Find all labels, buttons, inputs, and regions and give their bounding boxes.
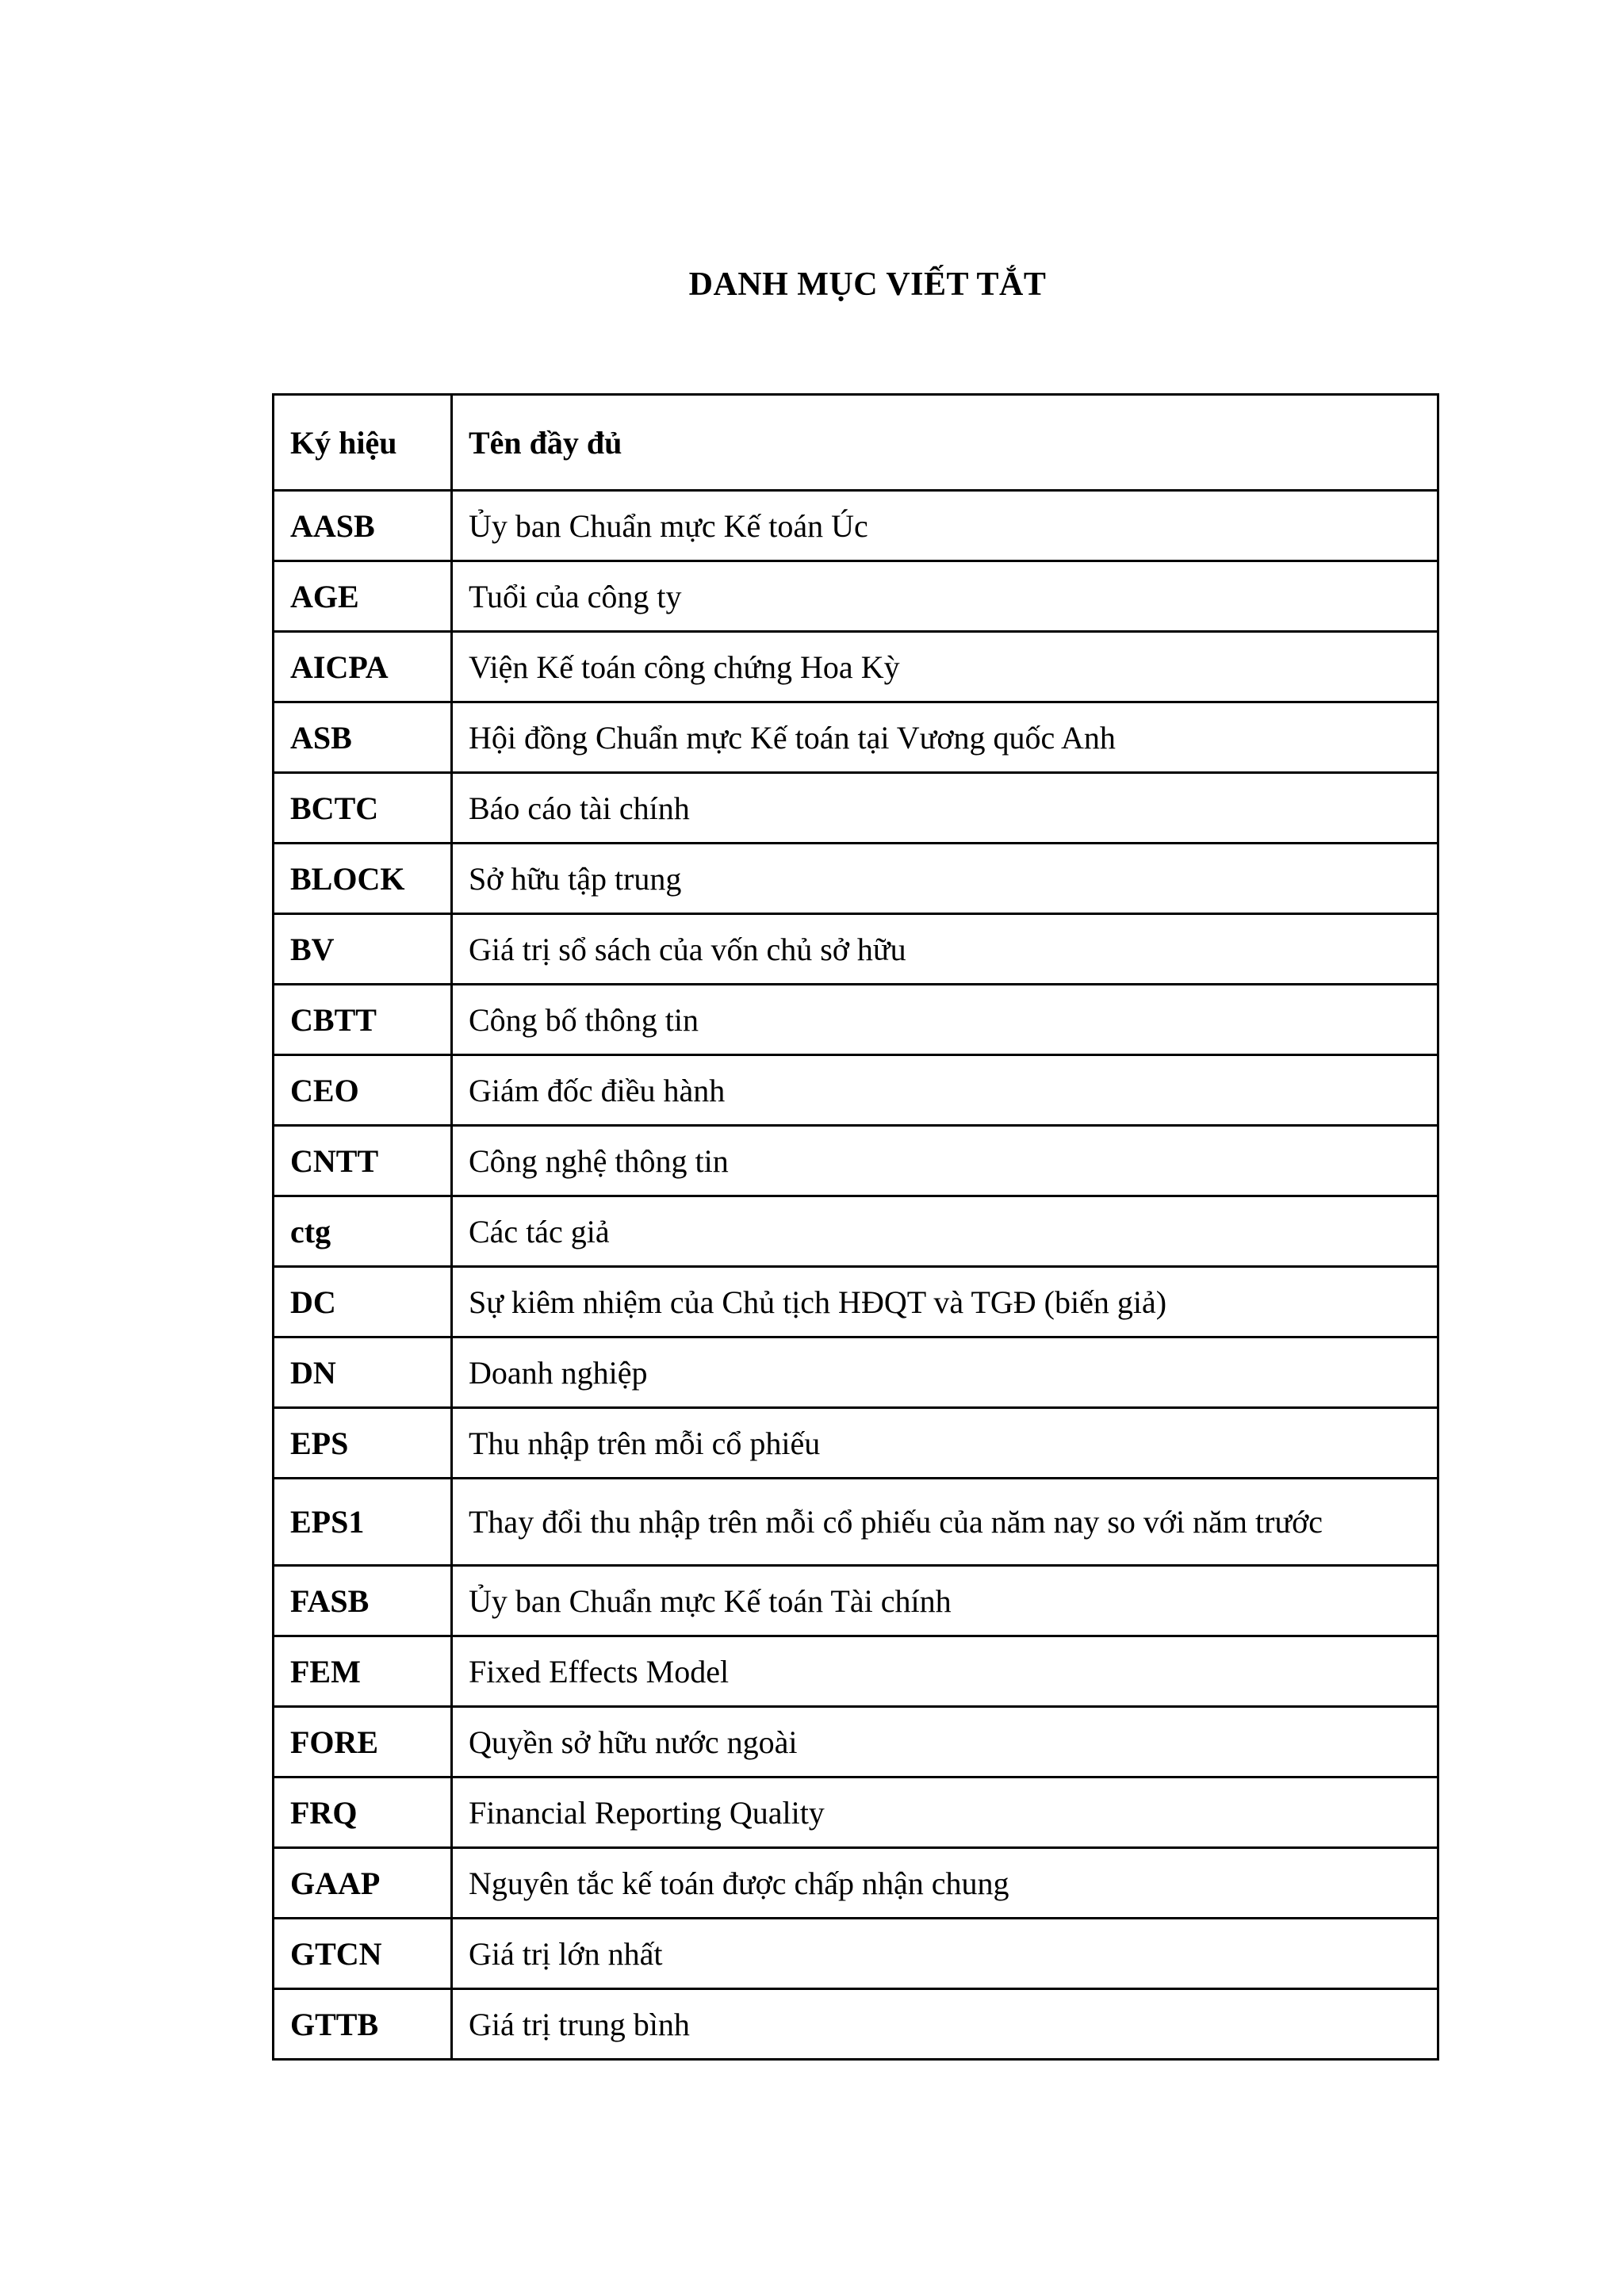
table-row <box>274 1408 1438 1479</box>
table-header-row <box>274 395 1438 491</box>
abbreviation-code: EPS1 <box>274 1479 452 1566</box>
abbreviation-full-name: Tuổi của công ty <box>452 561 1438 632</box>
abbreviation-code: CNTT <box>274 1126 452 1196</box>
abbreviation-full-name: Thu nhập trên mỗi cổ phiếu <box>452 1408 1438 1479</box>
abbreviation-code: FEM <box>274 1636 452 1707</box>
abbreviation-full-name: Hội đồng Chuẩn mực Kế toán tại Vương quốc Anh <box>452 702 1438 773</box>
abbreviation-full-name: Viện Kế toán công chứng Hoa Kỳ <box>452 632 1438 702</box>
abbreviation-code: GTCN <box>274 1919 452 1989</box>
abbreviation-full-name: Ủy ban Chuẩn mực Kế toán Tài chính <box>452 1566 1438 1636</box>
table-row <box>274 561 1438 632</box>
abbreviation-code: FRQ <box>274 1777 452 1848</box>
column-header-symbol: Ký hiệu <box>274 395 452 491</box>
abbreviation-table <box>272 393 1439 2061</box>
abbreviation-full-name: Công nghệ thông tin <box>452 1126 1438 1196</box>
table-row <box>274 1636 1438 1707</box>
abbreviation-full-name: Giá trị lớn nhất <box>452 1919 1438 1989</box>
abbreviation-full-name: Quyền sở hữu nước ngoài <box>452 1707 1438 1777</box>
table-row <box>274 1707 1438 1777</box>
table-row <box>274 773 1438 844</box>
abbreviation-code: GTTB <box>274 1989 452 2060</box>
abbreviation-code: BV <box>274 914 452 985</box>
abbreviation-code: BLOCK <box>274 844 452 914</box>
abbreviation-code: ctg <box>274 1196 452 1267</box>
abbreviation-code: ASB <box>274 702 452 773</box>
abbreviation-code: GAAP <box>274 1848 452 1919</box>
table-row <box>274 1919 1438 1989</box>
abbreviation-full-name: Giá trị trung bình <box>452 1989 1438 2060</box>
column-header-full-name: Tên đầy đủ <box>452 395 1438 491</box>
table-row <box>274 985 1438 1055</box>
table-row <box>274 632 1438 702</box>
abbreviation-full-name: Sở hữu tập trung <box>452 844 1438 914</box>
abbreviation-code: FORE <box>274 1707 452 1777</box>
abbreviation-code: AGE <box>274 561 452 632</box>
abbreviation-full-name: Ủy ban Chuẩn mực Kế toán Úc <box>452 491 1438 561</box>
table-row <box>274 1337 1438 1408</box>
abbreviation-full-name: Sự kiêm nhiệm của Chủ tịch HĐQT và TGĐ (biến giả) <box>452 1267 1438 1337</box>
table-row <box>274 1196 1438 1267</box>
abbreviation-full-name: Giám đốc điều hành <box>452 1055 1438 1126</box>
table-row <box>274 1989 1438 2060</box>
abbreviation-full-name: Công bố thông tin <box>452 985 1438 1055</box>
abbreviation-full-name: Fixed Effects Model <box>452 1636 1438 1707</box>
abbreviation-code: AASB <box>274 491 452 561</box>
abbreviation-code: FASB <box>274 1566 452 1636</box>
table-row <box>274 1479 1438 1566</box>
table-row <box>274 702 1438 773</box>
table-row <box>274 1055 1438 1126</box>
abbreviation-full-name: Financial Reporting Quality <box>452 1777 1438 1848</box>
abbreviation-code: AICPA <box>274 632 452 702</box>
abbreviation-full-name: Các tác giả <box>452 1196 1438 1267</box>
table-row <box>274 1126 1438 1196</box>
abbreviation-full-name: Thay đổi thu nhập trên mỗi cổ phiếu của năm nay so với năm trước <box>452 1479 1438 1566</box>
abbreviation-full-name: Nguyên tắc kế toán được chấp nhận chung <box>452 1848 1438 1919</box>
abbreviation-code: DC <box>274 1267 452 1337</box>
table-row <box>274 1777 1438 1848</box>
table-row <box>274 1848 1438 1919</box>
abbreviation-full-name: Doanh nghiệp <box>452 1337 1438 1408</box>
abbreviation-code: DN <box>274 1337 452 1408</box>
abbreviation-full-name: Giá trị sổ sách của vốn chủ sở hữu <box>452 914 1438 985</box>
abbreviation-code: CBTT <box>274 985 452 1055</box>
abbreviation-code: CEO <box>274 1055 452 1126</box>
abbreviation-code: BCTC <box>274 773 452 844</box>
table-row <box>274 491 1438 561</box>
table-row <box>274 1566 1438 1636</box>
table-row <box>274 914 1438 985</box>
page-title: DANH MỤC VIẾT TẮT <box>688 266 1047 303</box>
table-row <box>274 1267 1438 1337</box>
abbreviation-code: EPS <box>274 1408 452 1479</box>
abbreviation-full-name: Báo cáo tài chính <box>452 773 1438 844</box>
table-row <box>274 844 1438 914</box>
